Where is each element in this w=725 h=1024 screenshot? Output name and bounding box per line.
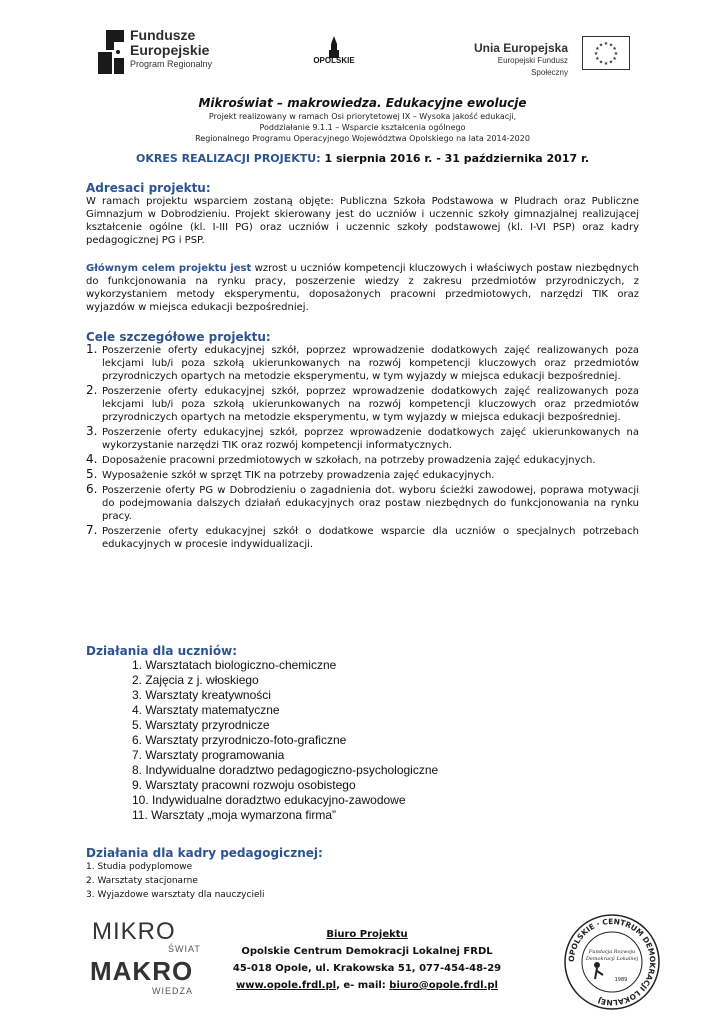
dzialanie-kadry-item: 1. Studia podyplomowe [86, 862, 193, 872]
cel-item [86, 426, 639, 452]
dzialanie-uczniow-item: 7. Warsztaty programowania [132, 748, 285, 762]
dzialanie-uczniow-item: 9. Warsztaty pracowni rozwoju osobistego [132, 778, 356, 792]
ue-line1: Unia Europejska [473, 41, 568, 55]
cel-item-number: 5. [86, 467, 98, 481]
adresaci-section [86, 181, 639, 247]
unia-europejska-logo [468, 36, 628, 77]
fe-line2: Europejskie [130, 42, 210, 58]
email-link[interactable]: biuro@opole.frdl.pl [389, 980, 498, 991]
dzialania-uczniow-list [86, 658, 639, 823]
biuro-title: Biuro Projektu [326, 929, 408, 940]
eu-star-icon: ★ [612, 56, 617, 62]
dzialanie-uczniow-item: 4. Warsztaty matematyczne [132, 703, 280, 717]
glowny-cel-lead: Głównym celem projektu jest [86, 263, 252, 274]
cel-item-number: 6. [86, 482, 98, 496]
dzialania-uczniow-section [86, 644, 639, 823]
dzialania-kadry-list [86, 860, 639, 902]
stamp-inner1: Fundacja Rozwoju [588, 949, 636, 955]
cele-list [86, 344, 639, 551]
mikroswiat-logo [90, 918, 220, 1018]
cel-item-number: 7. [86, 523, 98, 537]
eu-star-icon: ★ [595, 46, 600, 52]
eu-star-icon: ★ [593, 51, 599, 57]
glowny-cel-text: wzrost u uczniów kompetencji kluczowych i właściwych postaw niezbędnych do funkcjonowania na rynku pracy, poszerzenie wiedzy z zakresu przedmiotów przyrodniczych, z wykorzystaniem metody eksperymentu, doposażonych pracowni przedmiotowych, narzędzi TIK oraz wyjazdów w miejsca edukacji bezpośredniej. [86, 263, 640, 313]
wiedza-word: WIEDZA [152, 986, 193, 996]
subtitle-line1: Projekt realizowany w ramach Osi priorytetowej IX – Wysoka jakość edukacji, [208, 112, 517, 121]
cel-item-text: Poszerzenie oferty PG w Dobrodzieniu o zagadnienia dot. wyboru ścieżki zawodowej, poprawa motywacji do podejmowania dalszych działań edukacyjnych oraz postaw niezbędnych do funkcjonowania na rynku pracy. [102, 485, 639, 522]
eu-flag-icon [582, 36, 630, 70]
dzialanie-uczniow-item: 1. Warsztatach biologiczno-chemiczne [132, 658, 337, 672]
eu-star-icon: ★ [598, 42, 604, 49]
dzialania-uczniow-heading: Działania dla uczniów: [86, 644, 238, 658]
cele-section [86, 330, 639, 553]
dzialania-kadry-heading: Działania dla kadry pedagogicznej: [86, 846, 323, 860]
cel-item-text: Poszerzenie oferty edukacyjnej szkół, poprzez wprowadzenie dodatkowych zajęć realizowanych poza lekcjami lub/i poza szkołą ukierunkowanych na rozwój kompetencji kluczowych oraz przedmiotów przyrodniczych opartych na metodzie eksperymentu, w tym wyjazdy w miejsca edukacji bezpośredniej. [102, 386, 639, 423]
dzialania-kadry-section [86, 846, 639, 902]
swiat-word: ŚWIAT [168, 944, 201, 954]
opolskie-name: OPOLSKIE [313, 56, 355, 65]
glowny-cel [86, 262, 639, 314]
dzialanie-uczniow-item: 5. Warsztaty przyrodnicze [132, 718, 270, 732]
eu-star-icon: ★ [603, 61, 609, 67]
stamp-ring-text: OPOLSKIE · CENTRUM DEMOKRACJI LOKALNEJ [566, 916, 658, 1008]
dzialanie-uczniow-item: 3. Warsztaty kreatywności [132, 688, 271, 702]
cel-item-number: 4. [86, 452, 98, 466]
cel-item-number: 2. [86, 383, 98, 397]
cel-item-number: 1. [86, 342, 98, 356]
eu-star-icon: ★ [608, 42, 614, 49]
biuro-contact [232, 977, 502, 994]
subtitle-line2: Poddziałanie 9.1.1 – Wsparcie kształcenia ogólnego [259, 123, 466, 132]
eu-star-icon: ★ [595, 56, 600, 62]
stamp-inner2: Demokracji Lokalnej [585, 956, 639, 962]
ue-line2: Europejski Fundusz Społeczny [497, 56, 568, 77]
ocdl-stamp [563, 913, 661, 1011]
makro-word: MAKRO [90, 956, 194, 986]
cel-item [86, 454, 639, 467]
okres-value: 1 sierpnia 2016 r. - 31 października 2017 r. [324, 152, 590, 165]
project-title: Mikroświat – makrowiedza. Edukacyjne ewolucje [198, 96, 527, 110]
cel-item-text: Doposażenie pracowni przedmiotowych w szkołach, na potrzeby prowadzenia zajęć edukacyjnych. [102, 455, 596, 466]
fe-emblem-icon [96, 28, 126, 76]
dzialanie-kadry-item: 3. Wyjazdowe warsztaty dla nauczycieli [86, 890, 265, 900]
cel-item [86, 484, 639, 523]
fe-line1: Fundusze [130, 27, 196, 43]
cel-item [86, 344, 639, 383]
dzialanie-uczniow-item: 2. Zajęcia z j. włoskiego [132, 673, 259, 687]
fe-line3: Program Regionalny [130, 59, 213, 69]
subtitle-line3: Regionalnego Programu Operacyjnego Województwa Opolskiego na lata 2014-2020 [195, 134, 530, 143]
dzialanie-uczniow-item: 6. Warsztaty przyrodniczo-foto-graficzne [132, 733, 347, 747]
adresaci-heading: Adresaci projektu: [86, 181, 211, 195]
cel-item-number: 3. [86, 424, 98, 438]
email-label: , e- mail: [336, 980, 390, 991]
cel-item-text: Poszerzenie oferty edukacyjnej szkół o dodatkowe wsparcie dla uczniów o specjalnych potrzebach edukacyjnych w procesie indywidualizacji. [102, 526, 639, 550]
cele-heading: Cele szczegółowe projektu: [86, 330, 271, 344]
biuro-projektu [232, 926, 502, 994]
okres-realizacji [40, 152, 685, 165]
eu-star-icon: ★ [613, 51, 619, 57]
cel-item [86, 469, 639, 482]
dzialanie-kadry-item: 2. Warsztaty stacjonarne [86, 876, 198, 886]
mikro-word: MIKRO [92, 918, 176, 945]
okres-label: OKRES REALIZACJI PROJEKTU: [135, 152, 321, 165]
adresaci-text: W ramach projektu wsparciem zostaną objęte: Publiczna Szkoła Podstawowa w Pludrach oraz Publiczne Gimnazjum w Dobrodzieniu. Projekt skierowany jest do uczniów i uczennic szkoły gimnazjalnej realizującej kształcenie ogólne (kl. I-III PG) oraz uczniów i uczennic szkoły podstawowej (kl. I-VI PSP) oraz kadry pedagogicznej PG i PSP. [86, 196, 639, 246]
biuro-address: 45-018 Opole, ul. Krakowska 51, 077-454-48-29 [232, 963, 502, 974]
eu-star-icon: ★ [598, 59, 604, 66]
stamp-year: 1989 [614, 977, 628, 983]
dzialanie-uczniow-item: 8. Indywidualne doradztwo pedagogiczno-psychologiczne [132, 763, 439, 777]
cel-item [86, 525, 639, 551]
eu-star-icon: ★ [608, 59, 614, 66]
opolskie-logo [298, 36, 370, 76]
dzialanie-uczniow-item: 11. Warsztaty „moja wymarzona firma” [132, 808, 337, 822]
cel-item-text: Poszerzenie oferty edukacyjnej szkół, poprzez wprowadzenie dodatkowych zajęć ukierunkowanych na wykorzystanie narzędzi TIK oraz rozwój kompetencji informatycznych. [102, 427, 639, 451]
www-link[interactable]: www.opole.frdl.pl [236, 980, 337, 991]
cel-item [86, 385, 639, 424]
eu-star-icon: ★ [603, 41, 609, 47]
cel-item-text: Poszerzenie oferty edukacyjnej szkół, poprzez wprowadzenie dodatkowych zajęć realizowanych poza lekcjami lub/i poza szkołą ukierunkowanych na rozwój kompetencji kluczowych oraz przedmiotów przyrodniczych opartych na metodzie eksperymentu, w tym wyjazdy w miejsca edukacji bezpośredniej. [102, 345, 639, 382]
title-block [130, 96, 595, 144]
stamp-figure-icon [594, 962, 600, 968]
biuro-org: Opolskie Centrum Demokracji Lokalnej FRDL [241, 946, 493, 957]
stamp-figure-body [595, 968, 603, 979]
cel-item-text: Wyposażenie szkół w sprzęt TIK na potrzeby prowadzenia zajęć edukacyjnych. [102, 470, 495, 481]
eu-star-icon: ★ [612, 46, 617, 52]
fundusze-europejskie-logo [96, 28, 246, 78]
dzialanie-uczniow-item: 10. Indywidualne doradztwo edukacyjno-zawodowe [132, 793, 406, 807]
